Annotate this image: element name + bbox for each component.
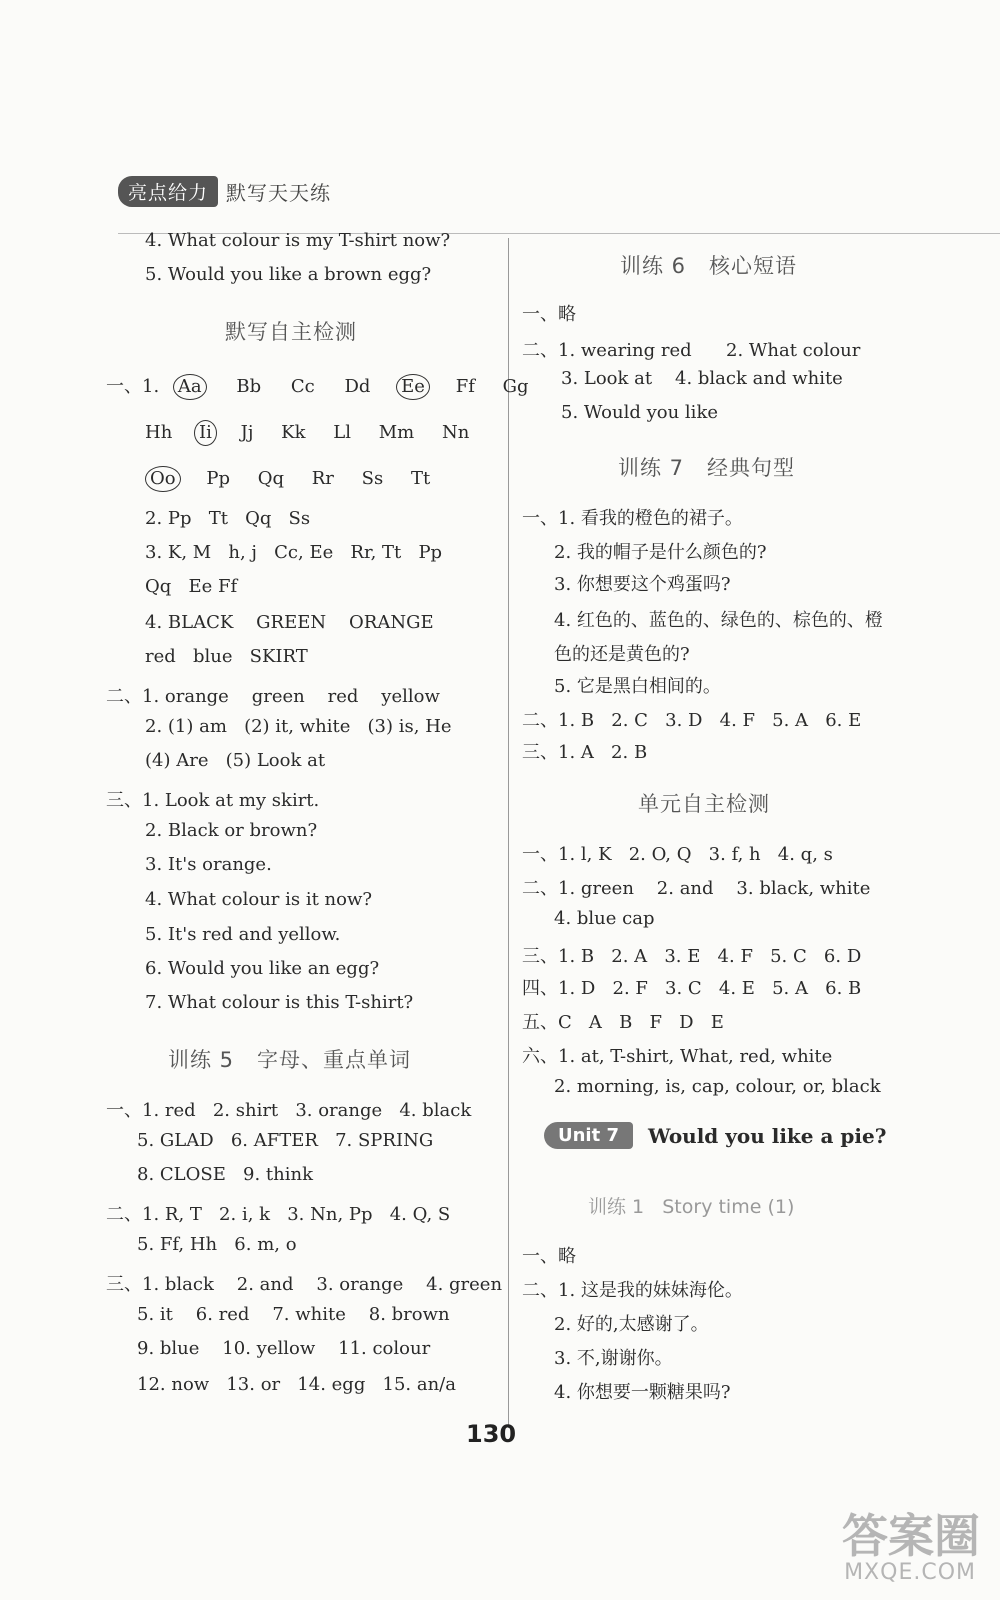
answer-line: 12. now 13. or 14. egg 15. an/a [137,1374,456,1395]
answer-line: 3. 你想要这个鸡蛋吗? [554,574,731,595]
answer-line: 2. 好的,太感谢了。 [554,1314,709,1335]
answer-line: 2. Black or brown? [145,820,318,841]
answer-line: 8. CLOSE 9. think [137,1164,313,1185]
circled-letter: Ii [194,420,217,446]
answer-line: 三、1. Look at my skirt. [106,790,320,811]
answer-line: 六、1. at, T-shirt, What, red, white [522,1046,833,1067]
column-divider [508,238,509,1428]
answer-line: 一、1. Aa Bb Cc Dd Ee Ff Gg [106,372,529,400]
answer-line: red blue SKIRT [145,646,308,667]
answer-line: 5. Would you like [561,402,718,423]
section-heading: 训练 7 经典句型 [618,456,796,480]
section-heading: 训练 5 字母、重点单词 [168,1048,412,1072]
answer-line: 2. 我的帽子是什么颜色的? [554,542,767,563]
answer-line: 5. Would you like a brown egg? [145,264,432,285]
section-heading: 默写自主检测 [225,320,357,344]
answer-line: 二、1. B 2. C 3. D 4. F 5. A 6. E [522,710,862,731]
answer-line: 7. What colour is this T-shirt? [145,992,414,1013]
answer-line: 色的还是黄色的? [554,644,690,665]
answer-line: 5. it 6. red 7. white 8. brown [137,1304,450,1325]
answer-line: 二、1. wearing red 2. What colour [522,340,861,361]
brand-badge: 亮点给力 [118,176,218,207]
answer-line: 3. Look at 4. black and white [561,368,843,389]
answer-line: 4. What colour is it now? [145,889,373,910]
answer-line: 一、略 [522,304,576,325]
page-header [118,176,331,206]
answer-line: Qq Ee Ff [145,576,238,597]
circled-letter: Aa [173,374,207,400]
answer-line: 5. GLAD 6. AFTER 7. SPRING [137,1130,434,1151]
answer-line: 三、1. A 2. B [522,742,648,763]
watermark-url: MXQE.COM [844,1560,976,1585]
answer-line: 一、1. 看我的橙色的裙子。 [522,508,743,529]
section-heading: 训练 1 Story time (1) [588,1196,795,1218]
answer-line: 一、略 [522,1246,576,1267]
answer-line: 3. It's orange. [145,854,272,875]
circled-letter: Ee [396,374,430,400]
answer-line: 二、1. 这是我的妹妹海伦。 [522,1280,743,1301]
unit-title: Would you like a pie? [648,1124,887,1148]
answer-line: 2. Pp Tt Qq Ss [145,508,311,529]
answer-line: 二、1. orange green red yellow [106,686,440,707]
section-heading: 单元自主检测 [638,792,770,816]
page-number: 130 [466,1420,517,1448]
answer-line: 4. What colour is my T-shirt now? [145,230,451,251]
letter-row: Oo Pp Qq Rr Ss Tt [145,466,430,492]
answer-line: 5. Ff, Hh 6. m, o [137,1234,297,1255]
unit-badge: Unit 7 [544,1122,633,1149]
answer-line: 三、1. black 2. and 3. orange 4. green [106,1274,503,1295]
answer-line: 6. Would you like an egg? [145,958,380,979]
answer-line: 三、1. B 2. A 3. E 4. F 5. C 6. D [522,946,862,967]
answer-line: 4. blue cap [554,908,655,929]
answer-line: 3. K, M h, j Cc, Ee Rr, Tt Pp [145,542,443,563]
letter-row: Hh Ii Jj Kk Ll Mm Nn [145,420,469,446]
answer-line: 二、1. R, T 2. i, k 3. Nn, Pp 4. Q, S [106,1204,451,1225]
section-heading: 训练 6 核心短语 [620,254,798,278]
answer-line: 一、1. l, K 2. O, Q 3. f, h 4. q, s [522,844,833,865]
circled-letter: Oo [145,466,181,492]
answer-line: 3. 不,谢谢你。 [554,1348,673,1369]
answer-line: (4) Are (5) Look at [145,750,326,771]
answer-line: 五、C A B F D E [522,1012,724,1033]
answer-line: 二、1. green 2. and 3. black, white [522,878,871,899]
answer-line: 4. 你想要一颗糖果吗? [554,1382,731,1403]
answer-line: 9. blue 10. yellow 11. colour [137,1338,431,1359]
answer-line: 2. morning, is, cap, colour, or, black [554,1076,881,1097]
answer-line: 4. BLACK GREEN ORANGE [145,612,434,633]
answer-line: 四、1. D 2. F 3. C 4. E 5. A 6. B [522,978,862,999]
answer-line: 一、1. red 2. shirt 3. orange 4. black [106,1100,472,1121]
watermark-logo: 答案圈 [842,1509,980,1563]
answer-line: 5. 它是黑白相间的。 [554,676,721,697]
answer-line: 4. 红色的、蓝色的、绿色的、棕色的、橙 [554,610,883,631]
answer-line: 2. (1) am (2) it, white (3) is, He [145,716,452,737]
book-subtitle: 默写天天练 [226,180,332,205]
answer-line: 5. It's red and yellow. [145,924,341,945]
letter-row: Aa Bb Cc Dd Ee Ff Gg [173,376,529,397]
